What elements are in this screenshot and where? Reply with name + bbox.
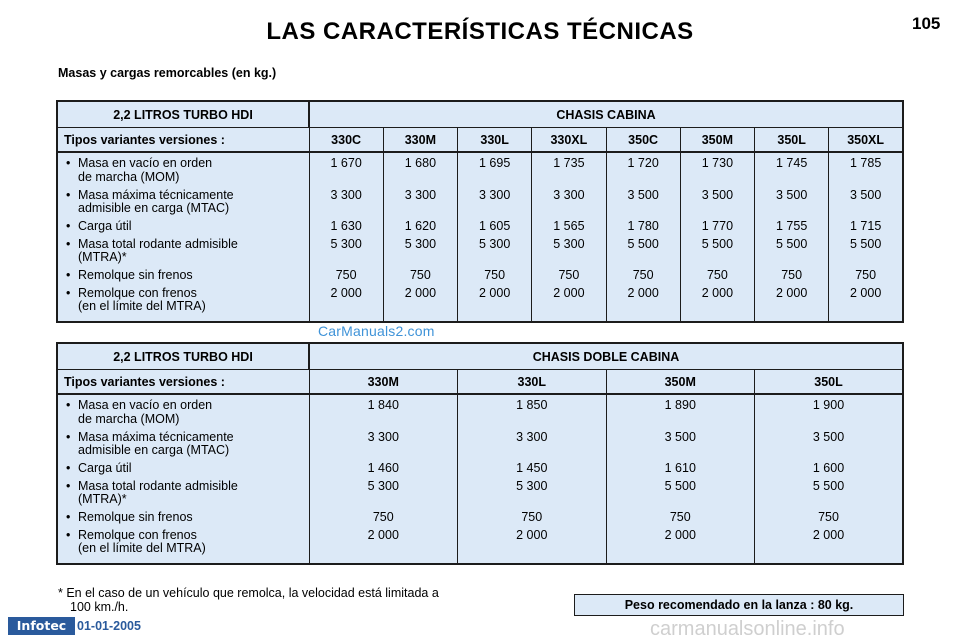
value-cell: 2 000 [478, 285, 511, 300]
value-cell: 5 500 [849, 236, 882, 251]
variant-header: 330M [309, 370, 458, 395]
value-cell: 2 000 [627, 285, 659, 300]
variant-values-cell [458, 394, 607, 564]
variant-values-cell [458, 152, 532, 322]
row-label: • Masa máxima técnicamente admisible en carga (MTAC) [58, 189, 309, 216]
variant-header: 350M [680, 128, 754, 153]
footer-date: 01-01-2005 [77, 619, 141, 633]
watermark: CarManuals2.com [318, 323, 435, 339]
value-cell: 1 670 [330, 156, 362, 170]
value-cell: 5 300 [516, 478, 548, 493]
variant-values-cell [680, 152, 754, 322]
value-cell: 1 450 [516, 461, 548, 475]
page-number: 105 [912, 14, 941, 33]
value-cell: 5 500 [701, 236, 734, 251]
value-cell: 2 000 [849, 285, 882, 300]
value-cell: 5 300 [367, 478, 399, 493]
value-cell: 5 300 [478, 236, 511, 251]
variant-values-cell [309, 394, 458, 564]
value-cell: 1 840 [367, 398, 399, 412]
value-cell: 3 300 [478, 187, 511, 202]
row-label: • Masa en vacío en orden de marcha (MOM) [58, 157, 309, 184]
value-cell: 1 745 [775, 156, 808, 170]
value-cell: 1 610 [664, 461, 696, 475]
section-subtitle: Masas y cargas remorcables (en kg.) [58, 66, 277, 80]
variant-header: 330C [309, 128, 383, 153]
value-cell: 5 500 [664, 478, 696, 493]
value-cell: 2 000 [775, 285, 808, 300]
variant-values-cell [309, 152, 383, 322]
footnote-line-2: 100 km./h. [70, 600, 129, 614]
value-cell: 1 735 [553, 156, 585, 170]
row-label: • Masa en vacío en orden de marcha (MOM) [58, 399, 309, 426]
value-cell: 750 [706, 268, 728, 282]
value-cell: 2 000 [553, 285, 585, 300]
value-cell: 5 300 [330, 236, 362, 251]
value-cell: 750 [521, 510, 543, 524]
value-cell: 3 300 [330, 187, 362, 202]
variant-header: 350L [755, 128, 829, 153]
value-cell: 1 770 [701, 219, 734, 233]
row-label: • Remolque sin frenos [58, 511, 309, 525]
row-labels-cell [57, 152, 309, 322]
value-cell: 3 300 [367, 429, 399, 444]
body-header: CHASIS DOBLE CABINA [309, 343, 903, 370]
value-cell: 1 620 [404, 219, 437, 233]
variants-label: Tipos variantes versiones : [57, 128, 309, 153]
variants-label: Tipos variantes versiones : [57, 370, 309, 395]
value-cell: 1 605 [478, 219, 511, 233]
value-cell: 1 890 [664, 398, 696, 412]
value-cell: 2 000 [701, 285, 734, 300]
row-label: • Remolque con frenos (en el límite del MTRA) [58, 287, 309, 314]
row-label: • Remolque sin frenos [58, 269, 309, 283]
value-cell: 1 720 [627, 156, 659, 170]
footnote-line-1: * En el caso de un vehículo que remolca, la velocidad está limitada a [58, 586, 439, 600]
value-cell: 2 000 [812, 527, 845, 542]
value-cell: 5 300 [553, 236, 585, 251]
value-cell: 750 [632, 268, 654, 282]
row-label: • Masa total rodante admisible (MTRA)* [58, 238, 309, 265]
row-label: • Masa máxima técnicamente admisible en carga (MTAC) [58, 431, 309, 458]
value-cell: 750 [409, 268, 431, 282]
value-cell: 3 500 [664, 429, 696, 444]
variant-values-cell [606, 394, 755, 564]
variant-values-cell [755, 394, 904, 564]
value-cell: 2 000 [664, 527, 696, 542]
value-cell: 1 755 [775, 219, 808, 233]
value-cell: 1 695 [478, 156, 511, 170]
variant-values-cell [532, 152, 606, 322]
value-cell: 3 500 [775, 187, 808, 202]
recommendation-box: Peso recomendado en la lanza : 80 kg. [574, 594, 904, 616]
variant-values-cell [755, 152, 829, 322]
chasis-cabina-table [56, 100, 904, 323]
value-cell: 3 500 [701, 187, 734, 202]
value-cell: 3 500 [812, 429, 845, 444]
value-cell: 3 300 [553, 187, 585, 202]
value-cell: 2 000 [404, 285, 437, 300]
value-cell: 1 900 [812, 398, 845, 412]
value-cell: 750 [818, 510, 839, 524]
value-cell: 5 300 [404, 236, 437, 251]
row-label: • Remolque con frenos (en el límite del MTRA) [58, 529, 309, 556]
footnote [58, 586, 548, 614]
value-cell: 3 500 [849, 187, 882, 202]
variant-values-cell [606, 152, 680, 322]
value-cell: 750 [855, 268, 877, 282]
value-cell: 1 780 [627, 219, 659, 233]
value-cell: 5 500 [812, 478, 845, 493]
variant-header: 330XL [532, 128, 606, 153]
variant-header: 330M [383, 128, 457, 153]
value-cell: 3 300 [404, 187, 437, 202]
value-cell: 1 785 [849, 156, 882, 170]
value-cell: 5 500 [775, 236, 808, 251]
value-cell: 1 600 [812, 461, 845, 475]
footer-site: carmanualsonline.info [650, 618, 845, 640]
value-cell: 2 000 [516, 527, 548, 542]
value-cell: 1 680 [404, 156, 437, 170]
body-header: CHASIS CABINA [309, 101, 903, 128]
value-cell: 1 565 [553, 219, 585, 233]
value-cell: 3 500 [627, 187, 659, 202]
value-cell: 750 [335, 268, 357, 282]
variant-header: 330L [458, 128, 532, 153]
row-labels-cell [57, 394, 309, 564]
chasis-doble-cabina-table [56, 342, 904, 565]
infotec-logo: Infotec [8, 617, 75, 635]
value-cell: 1 850 [516, 398, 548, 412]
engine-header: 2,2 LITROS TURBO HDI [57, 101, 309, 128]
row-label: • Carga útil [58, 462, 309, 476]
value-cell: 2 000 [330, 285, 362, 300]
variant-values-cell [829, 152, 903, 322]
value-cell: 750 [484, 268, 506, 282]
variant-values-cell [383, 152, 457, 322]
value-cell: 3 300 [516, 429, 548, 444]
variant-header: 350XL [829, 128, 903, 153]
variant-header: 350L [755, 370, 904, 395]
variant-header: 330L [458, 370, 607, 395]
value-cell: 750 [669, 510, 691, 524]
variant-header: 350M [606, 370, 755, 395]
value-cell: 1 730 [701, 156, 734, 170]
value-cell: 750 [781, 268, 803, 282]
engine-header: 2,2 LITROS TURBO HDI [57, 343, 309, 370]
value-cell: 1 630 [330, 219, 362, 233]
value-cell: 1 715 [849, 219, 882, 233]
value-cell: 1 460 [367, 461, 399, 475]
page-title: LAS CARACTERÍSTICAS TÉCNICAS [266, 18, 694, 45]
row-label: • Masa total rodante admisible (MTRA)* [58, 480, 309, 507]
value-cell: 750 [372, 510, 394, 524]
row-label: • Carga útil [58, 220, 309, 234]
value-cell: 5 500 [627, 236, 659, 251]
variant-header: 350C [606, 128, 680, 153]
value-cell: 2 000 [367, 527, 399, 542]
value-cell: 750 [558, 268, 580, 282]
